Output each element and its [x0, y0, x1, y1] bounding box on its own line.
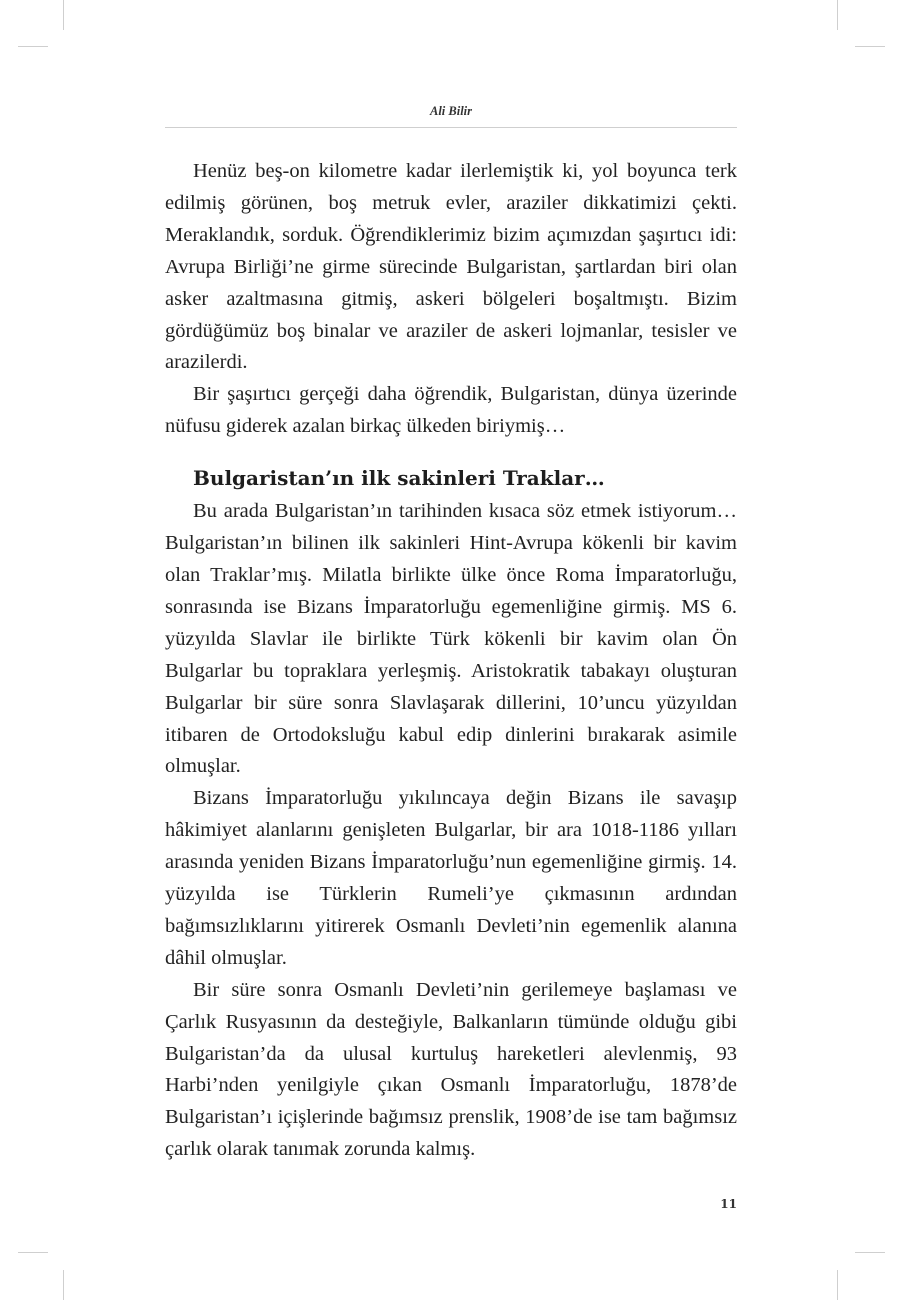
paragraph: Bir şaşırtıcı gerçeği daha öğrendik, Bulgaristan, dünya üzerinde nüfusu giderek azalan birkaç ülkeden biriymiş…: [165, 383, 737, 438]
paragraph: Bir süre sonra Osmanlı Devleti’nin gerilemeye başlaması ve Çarlık Rusyasının da desteğiyle, Balkanların tümünde olduğu gibi Bulgaristan’da da ulusal kurtuluş hareketleri alevlenmiş, 93 Harbi’nden yenilgiyle çıkan Osmanlı İmparatorluğu, 1878’de Bulgaristan’ı içişlerinde bağımsız prenslik, 1908’de ise tam bağımsız çarlık olarak tanımak zorunda kalmış.: [165, 978, 737, 1161]
running-head: Ali Bilir: [429, 104, 473, 118]
crop-mark-bottom-right-horizontal: [855, 1252, 885, 1253]
paragraph: Bizans İmparatorluğu yıkılıncaya değin Bizans ile savaşıp hâkimiyet alanlarını genişleten Bulgarlar, bir ara 1018-1186 yılları arasında yeniden Bizans İmparatorluğu’nun egemenliğine girmiş. 14. yüzyılda ise Türklerin Rumeli’ye çıkmasının ardından bağımsızlıklarını yitirerek Osmanlı Devleti’nin egemenlik alanına dâhil olmuşlar.: [165, 787, 737, 969]
page-body: [165, 156, 737, 1166]
header-rule: [165, 127, 737, 128]
crop-mark-top-right-vertical: [837, 0, 838, 30]
section-heading: Bulgaristan’ın ilk sakinleri Traklar…: [193, 466, 605, 491]
paragraph: Bu arada Bulgaristan’ın tarihinden kısaca söz etmek istiyorum… Bulgaristan’ın bilinen ilk sakinleri Hint-Avrupa kökenli bir kavim olan Traklar’mış. Milatla birlikte ülke önce Roma İmparatorluğu, sonrasında ise Bizans İmparatorluğu egemenliğine girmiş. MS 6. yüzyılda Slavlar ile birlikte Türk kökenli bir kavim olan Ön Bulgarlar bu topraklara yerleşmiş. Aristokratik tabakayı oluşturan Bulgarlar bir süre sonra Slavlaşarak dillerini, 10’uncu yüzyıldan itibaren de Ortodoksluğu kabul edip dinlerini bırakarak asimile olmuşlar.: [165, 500, 737, 778]
crop-mark-top-right-horizontal: [855, 46, 885, 47]
crop-mark-top-left-horizontal: [18, 46, 48, 47]
crop-mark-bottom-left-horizontal: [18, 1252, 48, 1253]
crop-mark-top-left-vertical: [63, 0, 64, 30]
crop-mark-bottom-left-vertical: [63, 1270, 64, 1300]
page-number: 11: [720, 1197, 737, 1211]
paragraph: Henüz beş-on kilometre kadar ilerlemiştik ki, yol boyunca terk edilmiş görünen, boş metruk evler, araziler dikkatimizi çekti. Meraklandık, sorduk. Öğrendiklerimiz bizim açımızdan şaşırtıcı idi: Avrupa Birliği’ne girme sürecinde Bulgaristan, şartlardan biri olan asker azaltmasına gitmiş, askeri bölgeleri boşaltmıştı. Bizim gördüğümüz boş binalar ve araziler de askeri lojmanlar, tesisler ve arazilerdi.: [165, 160, 737, 374]
crop-mark-bottom-right-vertical: [837, 1270, 838, 1300]
